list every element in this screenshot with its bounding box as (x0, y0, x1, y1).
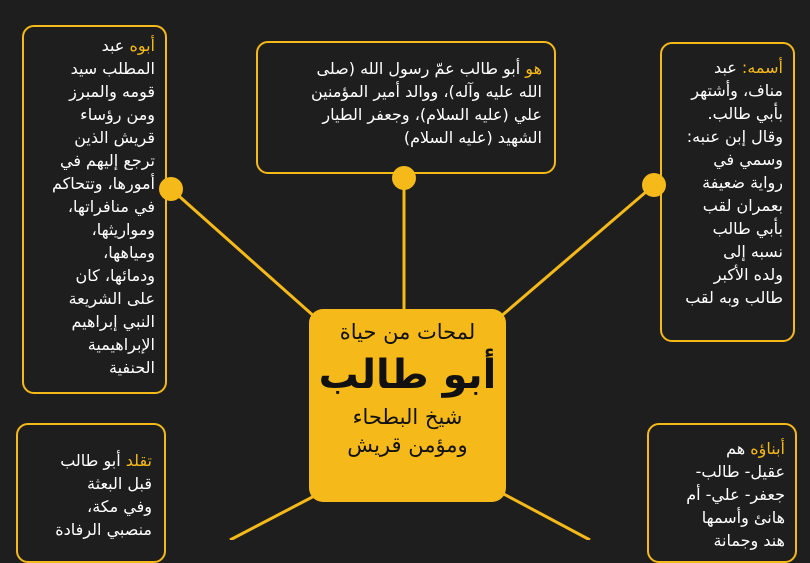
center-subtitle: لمحات من حياة (339, 320, 476, 344)
center-tagline-2: ومؤمن قريش (347, 433, 468, 457)
role-text: تقلد أبو طالب قبل البعثة وفي مكة، منصبي الرفادة (55, 451, 152, 539)
who-label: هو (525, 59, 542, 78)
left-connector-dot (159, 177, 183, 201)
name-text: أسمه: عبد مناف، وأشتهر بأبي طالب. وقال إبن عنبه: وسمي في رواية ضعيفة بعمران لقب بأبي طالب نسبه إلى ولده الأكبر طالب وبه لقب (685, 58, 783, 307)
children-box (647, 423, 797, 563)
children-label: أبناؤه (750, 439, 785, 458)
who-text: هو أبو طالب عمّ رسول الله (صلى الله عليه وآله)، ووالد أمير المؤمنين علي (عليه السلام)، وجعفر الطيار الشهيد (عليه السلام) (311, 59, 542, 147)
who-box (256, 41, 556, 174)
role-box (16, 423, 166, 563)
children-text: أبناؤه هم عقيل- طالب- جعفر- علي- أم هانئ وأسمها هند وجمانة (686, 439, 785, 550)
father-label: أبوه (129, 36, 155, 55)
father-text: أبوه عبد المطلب سيد قومه والمبرز ومن رؤساء قريش الذين ترجع إليهم في أمورها، وتتحاكم في منافراتها، ومواريثها، ومياهها، ودمائها، كان على الشريعة النبي إبراهيم الإبراهيمية الحنفية (51, 36, 155, 377)
role-label: تقلد (125, 451, 152, 470)
top-connector-dot (392, 166, 416, 190)
center-title-box (309, 309, 506, 502)
right-connector-dot (642, 173, 666, 197)
father-box (22, 25, 167, 394)
center-tagline-1: شيخ البطحاء (352, 405, 463, 429)
center-title: أبو طالب (318, 352, 497, 398)
name-box (660, 42, 795, 342)
name-label: أسمه: (741, 58, 783, 77)
